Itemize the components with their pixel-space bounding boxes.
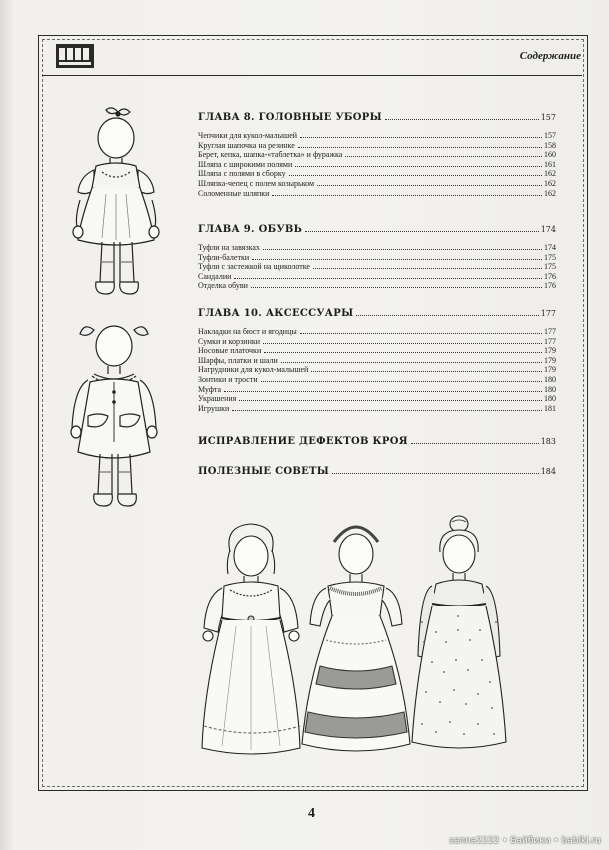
section-name: Содержание <box>519 50 581 62</box>
dot-leader <box>261 381 542 382</box>
doll-girl-striped-gown-illustration <box>296 516 416 756</box>
header-band <box>42 39 582 76</box>
dot-leader <box>252 259 542 260</box>
toc-entry-page: 179 <box>544 365 556 375</box>
toc-chapter-heading-page: 157 <box>540 113 556 122</box>
toc-chapter-heading-page: 174 <box>540 225 556 234</box>
dot-leader <box>345 156 542 157</box>
toc-entry-label: Муфта <box>198 384 222 394</box>
toc-entry <box>198 337 556 347</box>
dot-leader <box>232 410 542 411</box>
toc-entry-page: 158 <box>544 140 556 150</box>
toc-entry <box>198 385 556 395</box>
toc-entry-page: 180 <box>544 375 556 384</box>
toc-entry <box>198 365 556 375</box>
toc-entry-page: 157 <box>544 131 556 140</box>
toc-entry-page: 179 <box>544 355 556 365</box>
toc-chapter-heading-page: 177 <box>540 309 556 318</box>
toc-chapter-heading <box>198 224 556 235</box>
dot-leader <box>224 391 542 392</box>
dot-leader <box>289 175 542 176</box>
toc-entry-label: Берет, кепка, шапка-«таблетка» и фуражка <box>198 150 343 160</box>
toc-entry-label: Туфли-балетки <box>198 252 250 262</box>
dot-leader <box>311 371 542 372</box>
toc-entry <box>198 179 556 189</box>
toc-entry-label: Игрушки <box>198 403 230 413</box>
toc-chapter-heading-label: ГЛАВА 9. ОБУВЬ <box>198 224 303 235</box>
toc-entry-page: 162 <box>544 188 556 198</box>
toc-entry <box>198 141 556 151</box>
toc-entry-page: 175 <box>544 262 556 272</box>
toc-entry-page: 160 <box>544 150 556 160</box>
toc-chapter-heading-label: ГЛАВА 8. ГОЛОВНЫЕ УБОРЫ <box>198 112 382 123</box>
dot-leader <box>239 400 542 401</box>
publisher-logo-icon <box>56 44 94 68</box>
toc-section-heading-label: ПОЛЕЗНЫЕ СОВЕТЫ <box>198 466 330 477</box>
dot-leader <box>272 195 542 196</box>
toc-entry-label: Туфли на завязках <box>198 243 260 252</box>
dot-leader <box>317 185 542 186</box>
toc-entry <box>198 404 556 414</box>
doll-toddler-pigtails-illustration <box>64 316 164 514</box>
toc-section-heading-page: 183 <box>540 437 556 446</box>
toc-entry-label: Сандалии <box>198 271 232 281</box>
watermark: sanna2222 • Байбики • babiki.ru <box>449 836 601 846</box>
toc-entry-label: Отделка обуви <box>198 281 248 291</box>
toc-section-heading <box>198 466 556 477</box>
toc-entry-label: Туфли с застежкой на щиколотке <box>198 262 310 272</box>
toc-entry-page: 161 <box>544 159 556 169</box>
toc-entry-page: 177 <box>544 336 556 346</box>
toc-chapter-heading <box>198 112 556 123</box>
toc-entry <box>198 169 556 179</box>
dot-leader <box>305 231 539 232</box>
toc-entry-page: 162 <box>544 169 556 179</box>
toc-entry-label: Нагрудники для кукол-малышей <box>198 365 309 375</box>
dot-leader <box>263 249 542 250</box>
toc-entry-label: Шляпа с полями в сборку <box>198 169 286 179</box>
toc-entry-page: 181 <box>544 403 556 413</box>
toc-entry <box>198 272 556 282</box>
toc-entry-page: 179 <box>544 346 556 356</box>
dot-leader <box>300 137 542 138</box>
toc-entry-label: Носовые платочки <box>198 346 262 356</box>
toc-entry-label: Шарфы, платки и шали <box>198 355 278 365</box>
toc-entry-label: Шляпа с широкими полями <box>198 159 293 169</box>
toc-entry <box>198 150 556 160</box>
dot-leader <box>411 443 539 444</box>
toc-entry-page: 176 <box>544 281 556 291</box>
toc-entry-label: Сумки и корзинки <box>198 336 261 346</box>
toc-entry-label: Чепчики для кукол-малышей <box>198 131 298 140</box>
toc-chapter-heading-label: ГЛАВА 10. АКСЕССУАРЫ <box>198 308 354 319</box>
dot-leader <box>385 119 539 120</box>
toc-entry <box>198 243 556 253</box>
toc-entry-label: Шляпка-чепец с полем козырьком <box>198 179 315 188</box>
toc-entry-page: 175 <box>544 252 556 262</box>
dot-leader <box>264 352 542 353</box>
toc-entry-label: Соломенные шляпки <box>198 188 270 198</box>
toc-entry <box>198 327 556 337</box>
toc-entry <box>198 189 556 199</box>
toc-entry-page: 176 <box>544 271 556 281</box>
toc-entry-label: Накладки на бюст и ягодицы <box>198 327 297 336</box>
dot-leader <box>300 333 542 334</box>
toc-entry <box>198 394 556 404</box>
page-number: 4 <box>308 806 315 821</box>
toc-entry <box>198 281 556 291</box>
dot-leader <box>234 278 542 279</box>
dot-leader <box>332 473 539 474</box>
dot-leader <box>313 268 542 269</box>
toc-entry-page: 180 <box>544 394 556 404</box>
doll-girl-ruffled-dress-illustration <box>196 522 306 758</box>
dot-leader <box>295 166 542 167</box>
toc-entry <box>198 356 556 366</box>
toc-chapter-heading <box>198 308 556 319</box>
toc-section-heading-label: ИСПРАВЛЕНИЕ ДЕФЕКТОВ КРОЯ <box>198 436 408 447</box>
toc-entry <box>198 375 556 385</box>
toc-section-heading <box>198 436 556 447</box>
dot-leader <box>356 315 538 316</box>
dot-leader <box>251 287 542 288</box>
dot-leader <box>298 147 542 148</box>
toc-entry-page: 180 <box>544 384 556 394</box>
toc-entry-label: Зонтики и трости <box>198 375 258 384</box>
toc-entry-label: Круглая шапочка на резинке <box>198 140 295 150</box>
toc-entry <box>198 346 556 356</box>
toc-entry-page: 174 <box>544 243 556 252</box>
toc-section-heading-page: 184 <box>540 467 556 476</box>
dot-leader <box>281 362 542 363</box>
toc-entry <box>198 131 556 141</box>
toc-entry-label: Украшения <box>198 394 237 404</box>
doll-girl-empire-dress-illustration <box>406 512 512 752</box>
dot-leader <box>263 343 542 344</box>
toc-entry <box>198 160 556 170</box>
toc-entry-page: 162 <box>544 179 556 188</box>
doll-toddler-bonnet-illustration <box>66 104 166 300</box>
toc-entry <box>198 262 556 272</box>
toc-entry-page: 177 <box>544 327 556 336</box>
toc-entry <box>198 253 556 263</box>
